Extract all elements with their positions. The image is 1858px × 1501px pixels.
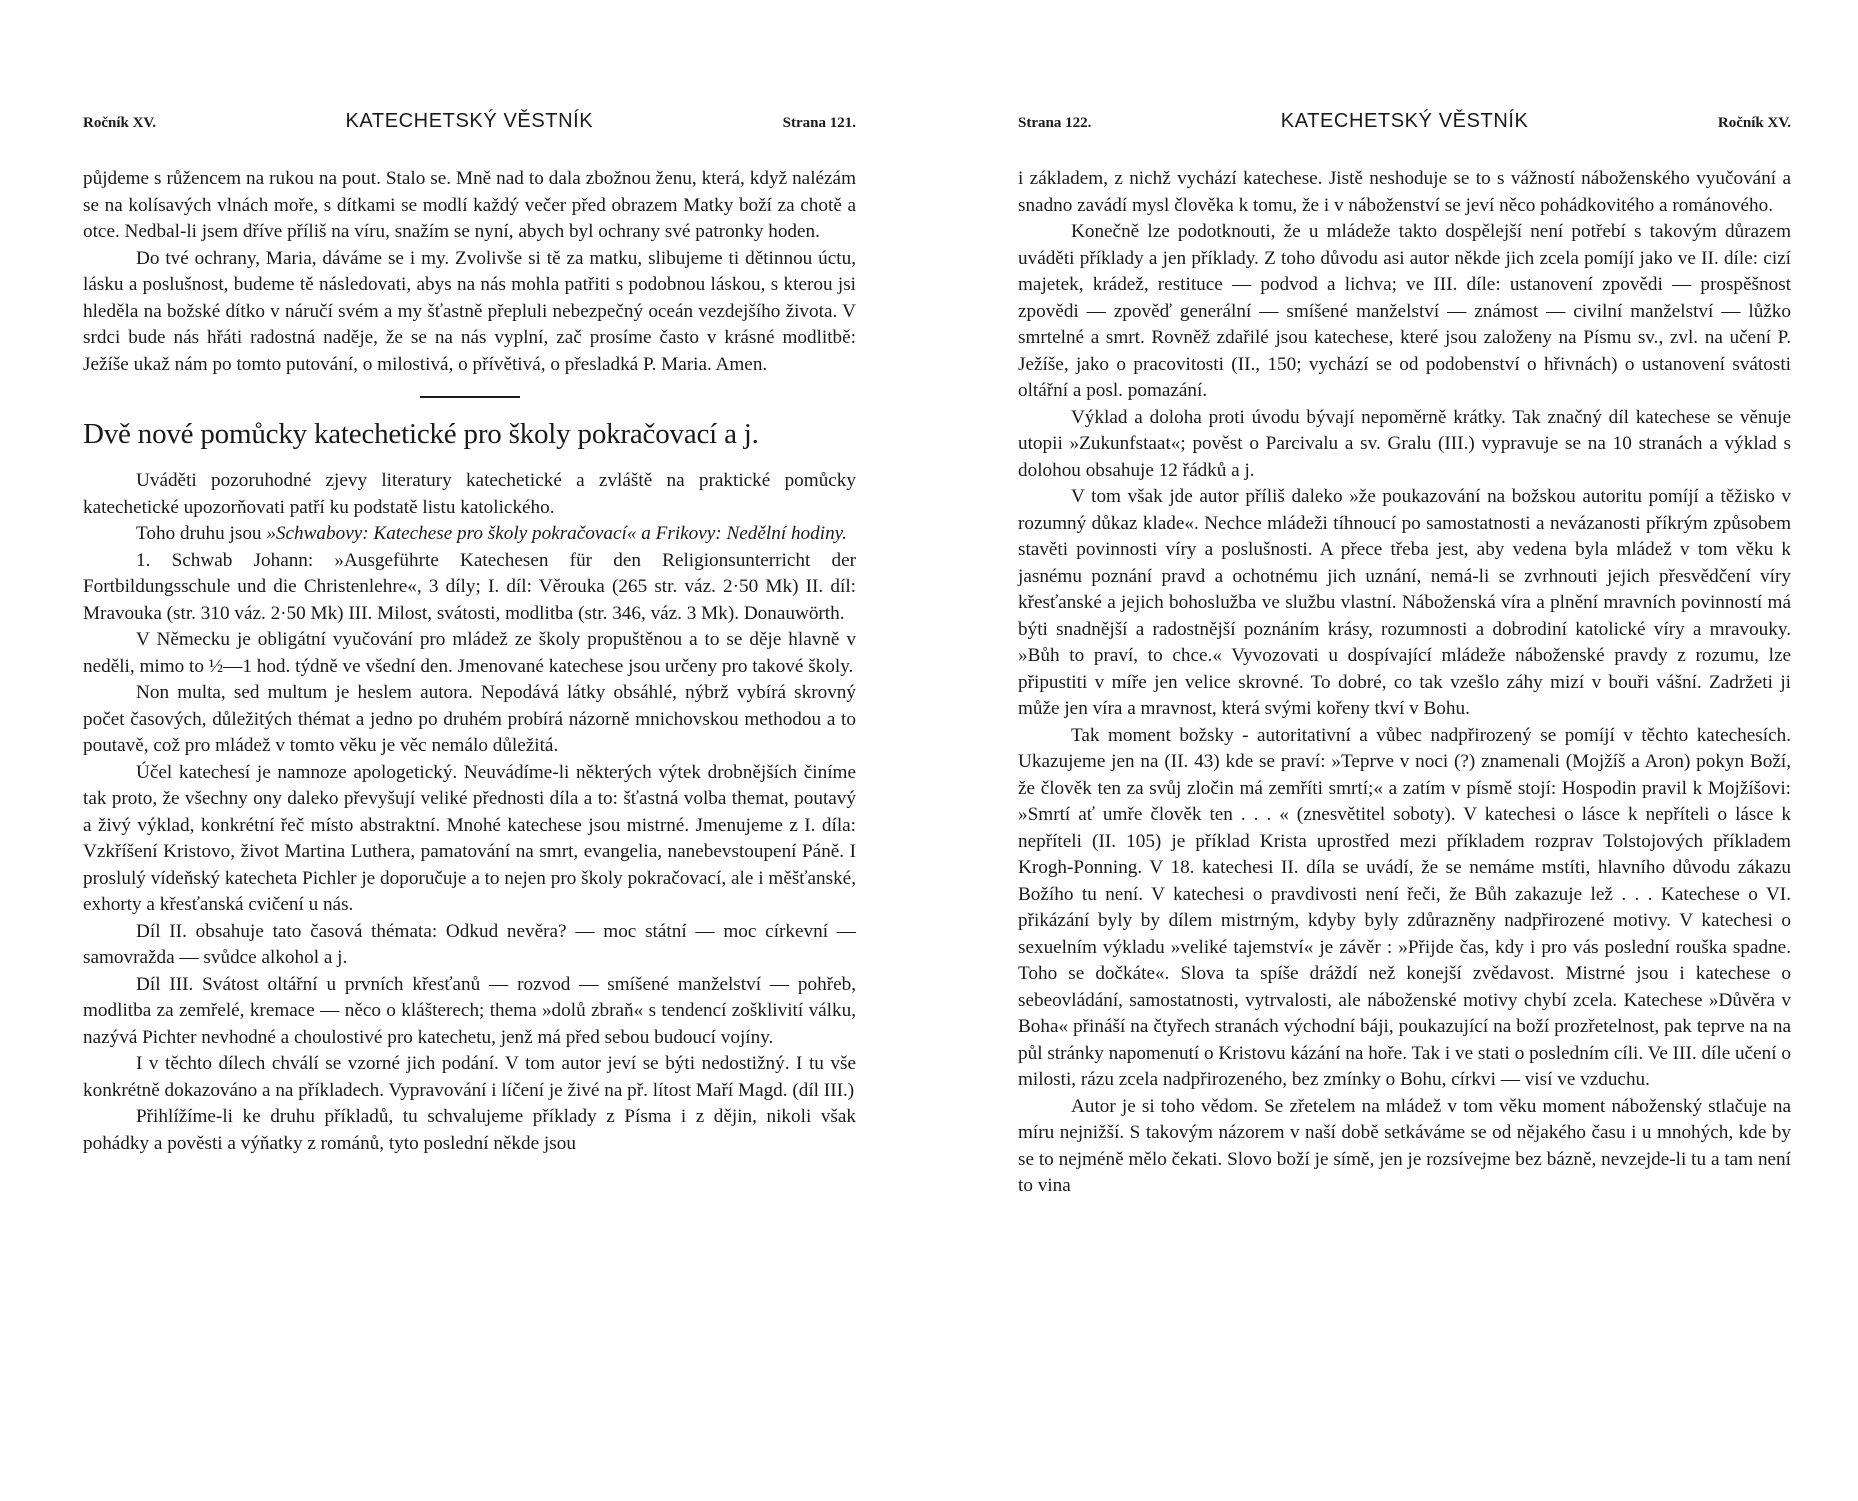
- body-paragraph: Díl III. Svátost oltářní u prvních křesťanů — rozvod — smíšené manželství — pohřeb, modlitba za zemřelé, kremace — něco o klášterech; thema »dolů zbraň« s tendencí zošklivití válku, nazývá Pichter nevhodné a choulostivé pro katechetu, jenž má před sebou budoucí vojíny.: [83, 973, 856, 1048]
- body-paragraph: Díl II. obsahuje tato časová thémata: Odkud nevěra? — moc státní — moc církevní — samovražda — svůdce alkohol a j.: [83, 920, 856, 968]
- body-paragraph: i základem, z nichž vychází katechese. Jistě neshoduje se to s vážností náboženského vyučování a snadno zavádí mysl člověka k tomu, že i v náboženství se jeví něco pohádkovitého a románového.: [1018, 168, 1791, 216]
- right-header-volume: Ročník XV.: [1717, 115, 1791, 131]
- body-paragraph: Účel katechesí je namnoze apologetický. Neuvádíme-li některých výtek drobnějších činíme tak proto, že všechny ony daleko převyšují veliké přednosti díla a to: šťastná volba themat, poutavý a živý výklad, konkrétní řeč místo abstraktní. Mnohé katechese jsou mistrné. Jmenujeme z I. díla: Vzkříšení Kristovo, život Martina Luthera, pamatování na smrt, evangelia, nanebevstoupení Páně. I proslulý vídeňský katecheta Pichler je doporučuje a to nejen pro školy pokračovací, ale i měšťanské, exhorty a křesťanská cvičení u nás.: [83, 761, 856, 915]
- body-paragraph: [83, 521, 856, 548]
- body-paragraph: 1. Schwab Johann: »Ausgeführte Katechesen für den Religionsunterricht der Fortbildungsschule und die Christenlehre«, 3 díly; I. díl: Věrouka (265 str. váz. 2·50 Mk) II. díl: Mravouka (str. 310 váz. 2·50 Mk) III. Milost, svátosti, modlitba (str. 346, váz. 3 Mk). Donauwörth.: [83, 549, 856, 624]
- body-paragraph: Do tvé ochrany, Maria, dáváme se i my. Zvolivše si tě za matku, slibujeme ti dětinnou úctu, lásku a poslušnost, budeme tě následovati, abys na nás mohla patřiti s podobnou láskou, s kterou jsi hleděla na božské dítko v náručí svém a my šťastně přepluli nebezpečný oceán vezdejšího života. V srdci bude nás hřáti radostná naděje, že se na nás vyplní, zač prosíme často v krásné modlitbě: Ježíše ukaž nám po tomto putování, o milostivá, o přívětivá, o přesladká P. Maria. Amen.: [83, 247, 856, 375]
- body-paragraph: Uváděti pozoruhodné zjevy literatury katechetické a zvláště na praktické pomůcky katechetické upozorňovati patří ku podstatě listu katolického.: [83, 470, 856, 518]
- right-page-header: [1018, 110, 1791, 136]
- body-paragraph: V Německu je obligátní vyučování pro mládež ze školy propuštěnou a to se děje hlavně v neděli, mimo to ½—1 hod. týdně ve všední den. Jmenované katechese jsou určeny pro takové školy.: [83, 629, 856, 677]
- body-paragraph: Výklad a doloha proti úvodu bývají nepoměrně krátky. Tak značný díl katechese se věnuje utopii »Zukunfstaat«; pověst o Parcivalu a sv. Gralu (III.) vypravuje se na 10 stranách a výklad s dolohou obsahuje 12 řádků a j.: [1018, 406, 1791, 481]
- left-page-header: [83, 110, 856, 136]
- body-paragraph: I v těchto dílech chválí se vzorné jich podání. V tom autor jeví se býti nedostižný. I tu vše konkrétně dokazováno a na příkladech. Vypravování i líčení je živé na př. lítost Maří Magd. (díl III.): [83, 1053, 856, 1101]
- left-header-title: KATECHETSKÝ VĚSTNÍK: [345, 110, 594, 132]
- left-header-volume: Ročník XV.: [83, 115, 157, 131]
- right-header-page-number: Strana 122.: [1018, 115, 1092, 131]
- left-page: [83, 110, 856, 1157]
- body-paragraph: Non multa, sed multum je heslem autora. Nepodává látky obsáhlé, nýbrž vybírá skrovný počet časových, důležitých thémat a jedno po druhém probírá názorně mnichovskou methodou a to poutavě, což pro mládež v tomto věku je věc nemálo důležitá.: [83, 682, 856, 756]
- kind-prefix: Toho druhu jsou: [136, 523, 267, 544]
- body-paragraph: V tom však jde autor příliš daleko »že poukazování na božskou autoritu pomíjí a těžisko v rozumný důkaz klade«. Nechce mládeži tíhnoucí po samostatnosti a nevázanosti příkrým způsobem stavěti povinnosti víry a poslušnosti. A přece třeba jest, aby vedena byla mládež v tom věku k jasnému poznání pravd a ochotnému jich uznání, nemá-li se zvrhnouti jejich přesvědčení víry křesťanské a jejich bohoslužba ve službu vlastní. Náboženská víra a plnění mravních povinností má býti snadnější a radostnější poznáním krásy, rozumnosti a dobrodiní katolické víry a mravouky. »Bůh to praví, to chce.« Vyvozovati u dospívající mládeže náboženské pravdy z rozumu, lze připustiti v míře jen velice skrovné. To dobré, co tak vzešlo záhy mizí v bouři vášní. Zadržeti ji může jen víra a mravnost, která svými kořeny tkví v Bohu.: [1018, 486, 1791, 719]
- section-divider: [420, 396, 520, 398]
- right-page: [1018, 110, 1791, 1200]
- body-paragraph: Tak moment božsky - autoritativní a vůbec nadpřirozený se pomíjí v těchto katechesích. Ukazujeme jen na (II. 43) kde se praví: »Teprve v noci (?) znamenali (Mojžíš a Aron) pokyn Boží, že člověk ten za svůj zločin má zemříti smrtí;« a zatím v písmě stojí: Hospodin pravil k Mojžíšovi: »Smrtí ať umře člověk ten . . . « (znesvětitel soboty). V katechesi o lásce k nepříteli o lásce k nepříteli (II. 105) je příklad Krista uprostřed mezi příkladem rozprav Tolstojových příkladem Krogh-Ponning. V 18. katechesi II. díla se uvádí, že se nemáme mstíti, hlavního důvodu zákazu Božího tu není. V katechesi o pravdivosti není řeči, že Bůh zakazuje lež . . . Katechese o VI. přikázání byly by dílem mistrným, kdyby byly zdůrazněny nadpřirozené motivy. V katechesi o sexuelním výkladu »veliké tajemství« je závěr : »Přijde čas, kdy i pro vás poslední rouška spadne. Toho se dočkáte«. Slova ta spíše dráždí než konejší zvědavost. Mistrné jsou i katechese o sebeovládání, samostatnosti, vytrvalosti, ale náboženské motivy chybí zcela. Katechese »Důvěra v Boha« přináší na čtyřech stranách východní báji, poukazující na boží prozřetelnost, pak teprve na na půl stránky napomenutí o Kristovu kázání na hoře. Tak i ve stati o posledním cíli. Ve III. díle učení o milosti, rázu zcela nadpřirozeného, bez zmínky o Bohu, církvi — visí ve vzduchu.: [1018, 724, 1791, 1090]
- body-paragraph: Přihlížíme-li ke druhu příkladů, tu schvalujeme příklady z Písma i z dějin, nikoli však pohádky a pověsti a výňatky z románů, tyto poslední někde jsou: [83, 1106, 856, 1154]
- book-titles: »Schwabovy: Katechese pro školy pokračovací« a Frikovy: Nedělní hodiny.: [266, 523, 847, 544]
- section-heading: Dvě nové pomůcky katechetické pro školy pokračovací a j.: [83, 418, 759, 450]
- left-header-page-number: Strana 121.: [782, 115, 856, 131]
- body-paragraph: Konečně lze podotknouti, že u mládeže takto dospělejší není potřebí s takovým důrazem uváděti příklady a jen příklady. Z toho důvodu asi autor někde jich zcela pomíjí jako ve II. díle: cizí majetek, krádež, restituce — podvod a lichva; ve III. díle: ustanovení zpovědi — prospěšnost zpovědi — zpověď generální — smíšené manželství — známost — civilní manželství — lůžko smrtelné a smrt. Rovněž zdařilé jsou katechese, které jsou založeny na Písmu sv., zvl. na učení P. Ježíše, jako o pracovitosti (II., 150; vychází se od podobenství o hřivnách) o ustanovení svátosti oltářní a posl. pomazání.: [1018, 221, 1791, 401]
- right-header-title: KATECHETSKÝ VĚSTNÍK: [1280, 110, 1529, 132]
- body-paragraph: půjdeme s růžencem na rukou na pout. Stalo se. Mně nad to dala zbožnou ženu, která, když nalézám se na kolísavých vlnách moře, s dítkami se modlí každý večer před obrazem Matky boží za chotě a otce. Nedbal-li jsem dříve příliš na víru, snažím se nyní, abych byl ochrany své patronky hoden.: [83, 168, 856, 242]
- body-paragraph: Autor je si toho vědom. Se zřetelem na mládež v tom věku moment náboženský stlačuje na míru nejnižší. S takovým názorem v naší době setkáváme se od nějakého času i u mnohých, kde by se to nejméně mělo čekati. Slovo boží je símě, jen je rozsívejme bez bázně, nevzejde-li tu a tam není to vina: [1018, 1095, 1791, 1196]
